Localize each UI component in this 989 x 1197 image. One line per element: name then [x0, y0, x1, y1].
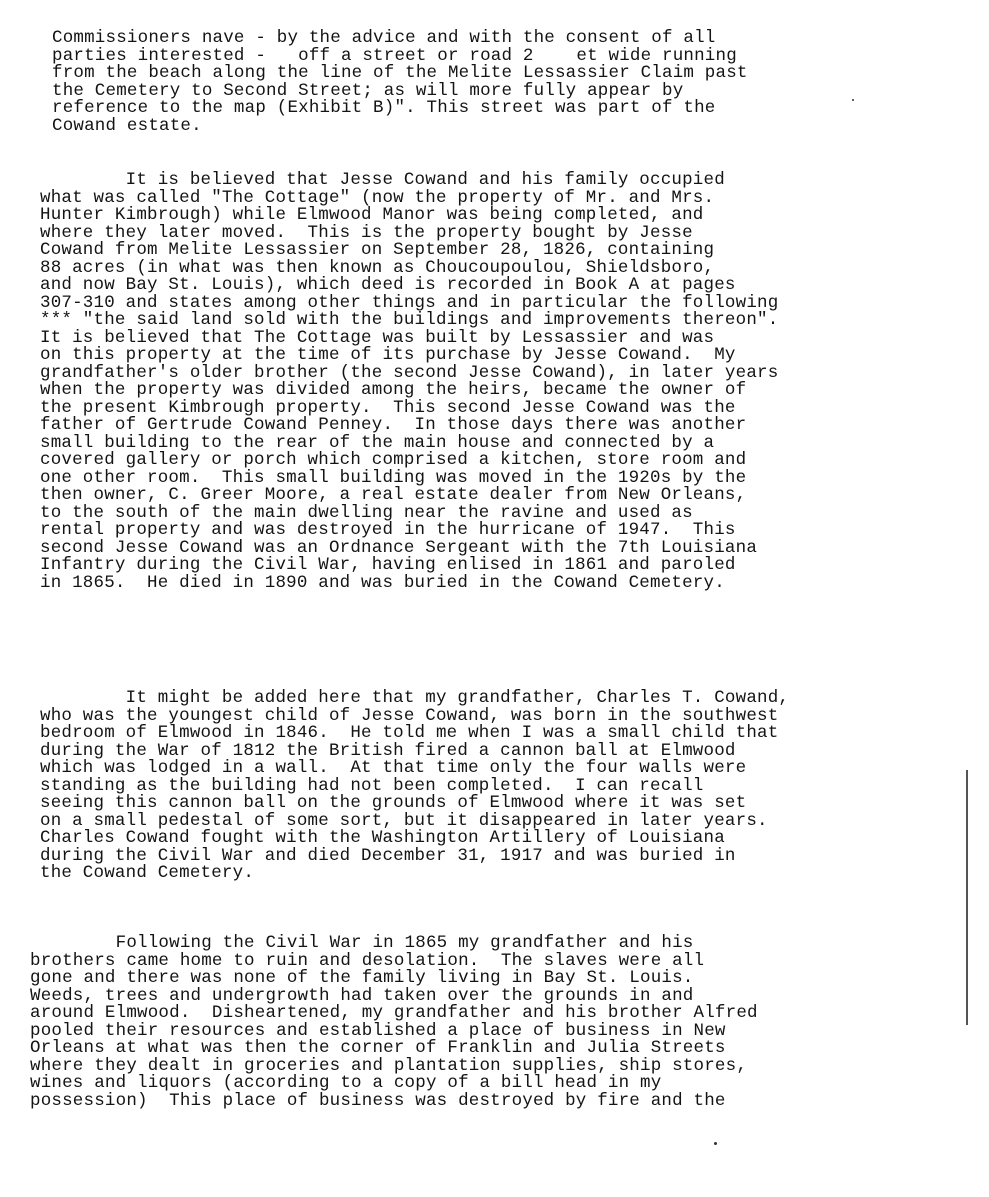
paragraph-the-cottage: It is believed that Jesse Cowand and his family occupied what was called "The Cottage" (now the property of Mr. and Mrs. Hunter Kimbrough) while Elmwood Manor was being completed, and where they later moved. This is the property bought by Jesse Cowand from Melite Lessassier on September 28, 1826, containing 88 acres (in what was then known as Choucoupoulou, Shieldsboro, and now Bay St. Louis), which deed is recorded in Book A at pages 307-310 and states among other things and in particular the following *** "the said land sold with the buildings and improvements thereon". It is believed that The Cottage was built by Lessassier and was on this property at the time of its purchase by Jesse Cowand. My grandfather's older brother (the second Jesse Cowand), in later years when the property was divided among the heirs, became the owner of the present Kimbrough property. This second Jesse Cowand was the father of Gertrude Cowand Penney. In those days there was another small building to the rear of the main house and connected by a covered gallery or porch which comprised a kitchen, store room and one other room. This small building was moved in the 1920s by the then owner, C. Greer Moore, a real estate dealer from New Orleans, to the south of the main dwelling near the ravine and used as rental property and was destroyed in the hurricane of 1947. This second Jesse Cowand was an Ordnance Sergeant with the 7th Louisiana Infantry during the Civil War, having enlised in 1861 and paroled in 1865. He died in 1890 and was buried in the Cowand Cemetery.: [40, 170, 779, 593]
scan-speck: [714, 1142, 717, 1145]
paragraph-after-civil-war: Following the Civil War in 1865 my grandfather and his brothers came home to ruin and desolation. The slaves were all gone and there was none of the family living in Bay St. Louis. Weeds, trees and undergrowth had taken over the grounds in and around Elmwood. Disheartened, my grandfather and his brother Alfred pooled their resources and established a place of business in New Orleans at what was then the corner of Franklin and Julia Streets where they dealt in groceries and plantation supplies, ship stores, wines and liquors (according to a copy of a bill head in my possession) This place of business was destroyed by fire and the: [30, 933, 758, 1111]
paragraph-cannon-ball: It might be added here that my grandfather, Charles T. Cowand, who was the youngest child of Jesse Cowand, was born in the southwest bedroom of Elmwood in 1846. He told me when I was a small child that during the War of 1812 the British fired a cannon ball at Elmwood which was lodged in a wall. At that time only the four walls were standing as the building had not been completed. I can recall seeing this cannon ball on the grounds of Elmwood where it was set on a small pedestal of some sort, but it disappeared in later years. Charles Cowand fought with the Washington Artillery of Louisiana during the Civil War and died December 31, 1917 and was buried in the Cowand Cemetery.: [40, 688, 790, 883]
paragraph-street-description: Commissioners nave - by the advice and with the consent of all parties interested - off a street or road 2 et wide running from the beach along the line of the Melite Lessassier Claim past the Cemetery to Second Street; as will more fully appear by reference to the map (Exhibit B)". This street was part of the Cowand estate.: [52, 28, 748, 136]
scan-speck: [852, 99, 854, 101]
margin-scan-line: [966, 770, 968, 1025]
